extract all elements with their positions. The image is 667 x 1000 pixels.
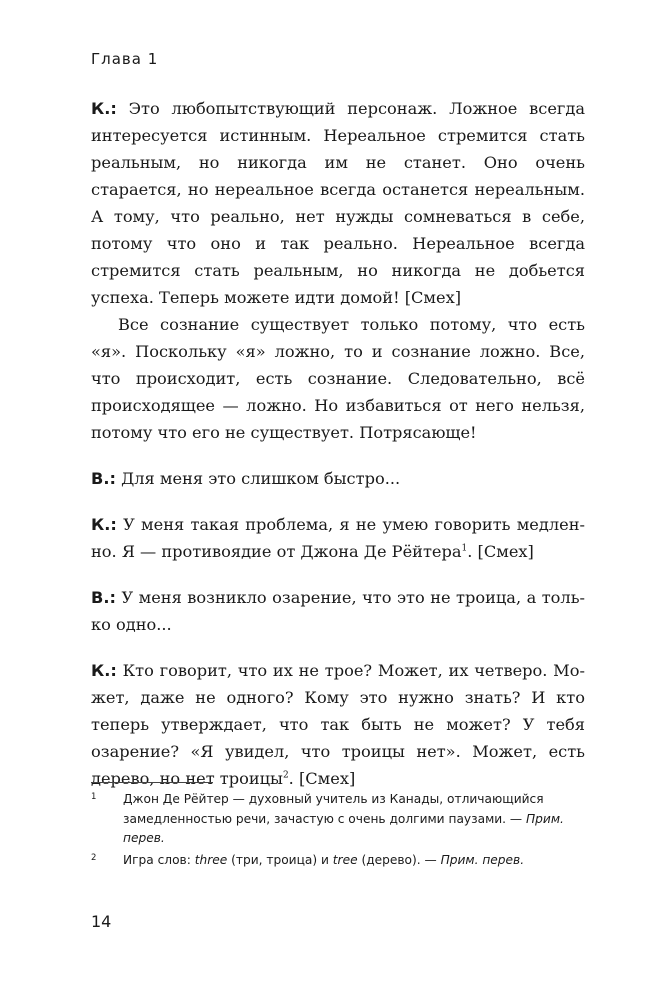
paragraph-text: Это любопытствующий персонаж. Ложное всегда интересуется истинным. Нереальное стремится стать реальным, но никогда им не станет. Оно очень старается, но нереальное всегда останется нереальным. А тому, что реально, нет нужды сомневаться в себе, потому что оно и так реально. Нереальное всегда стремится стать реальным, но никогда не добьется успеха. Теперь можете идти домой! [Смех] [91,99,585,307]
footnote-note: Прим. перев. [123,811,564,845]
footnote-term: three [194,852,228,867]
paragraph-text: . [Смех] [467,542,534,561]
footnote-number: 2 [91,852,97,863]
paragraph [91,95,585,311]
footnote-number: 1 [91,792,97,802]
paragraph [91,584,585,638]
footnote-ref[interactable]: 1 [461,543,468,554]
paragraph-text: У меня такая проблема, я не умею говорить медленно. Я — противоядие от Джона Де Рёйтера [91,515,585,561]
paragraph-text: . [Смех] [288,769,356,788]
speaker-label: В.: [91,588,116,607]
speaker-label: В.: [91,469,116,488]
footnote [91,790,585,849]
running-head: Глава 1 [91,50,159,68]
paragraph [91,465,585,492]
footnote-text: Игра слов: three (три, троица) и tree (дерево). — Прим. перев. [123,852,525,867]
paragraph [91,657,585,792]
footnotes [91,790,585,870]
footnote [91,851,585,871]
footnote-note: Прим. перев. [440,852,525,867]
paragraph-text: Все сознание существует только потому, что есть «я». Поскольку «я» ложно, то и сознание ложно. Все, что происходит, есть сознание. Следовательно, всё происходящее — ложно. Но избавиться от него нельзя, потому что его не существует. Потрясающе! [91,315,585,442]
main-text [91,95,585,792]
footnote-term: tree [332,852,358,867]
paragraph [91,311,585,446]
paragraph-text: Для меня это слишком быстро... [115,469,401,488]
speaker-label: К.: [91,99,117,118]
speaker-label: К.: [91,515,117,534]
footnote-text: Джон Де Рёйтер — духовный учитель из Канады, отличающийся замедленностью речи, зачастую с очень долгими паузами. — Прим. перев. [123,792,564,845]
paragraph-text: Кто говорит, что их не трое? Может, их четверо. Может, даже не одного? Кому это нужно знать? И кто теперь утверждает, что так быть не может? У тебя озарение? «Я увидел, что троицы нет». Может, есть дерево, но нет троицы [91,661,585,788]
page-number: 14 [91,912,112,931]
footnote-ref[interactable]: 2 [282,770,289,781]
paragraph-text: У меня возникло озарение, что это не троица, а только одно... [91,588,585,634]
footnote-divider [91,782,213,783]
paragraph [91,511,585,565]
speaker-label: К.: [91,661,117,680]
